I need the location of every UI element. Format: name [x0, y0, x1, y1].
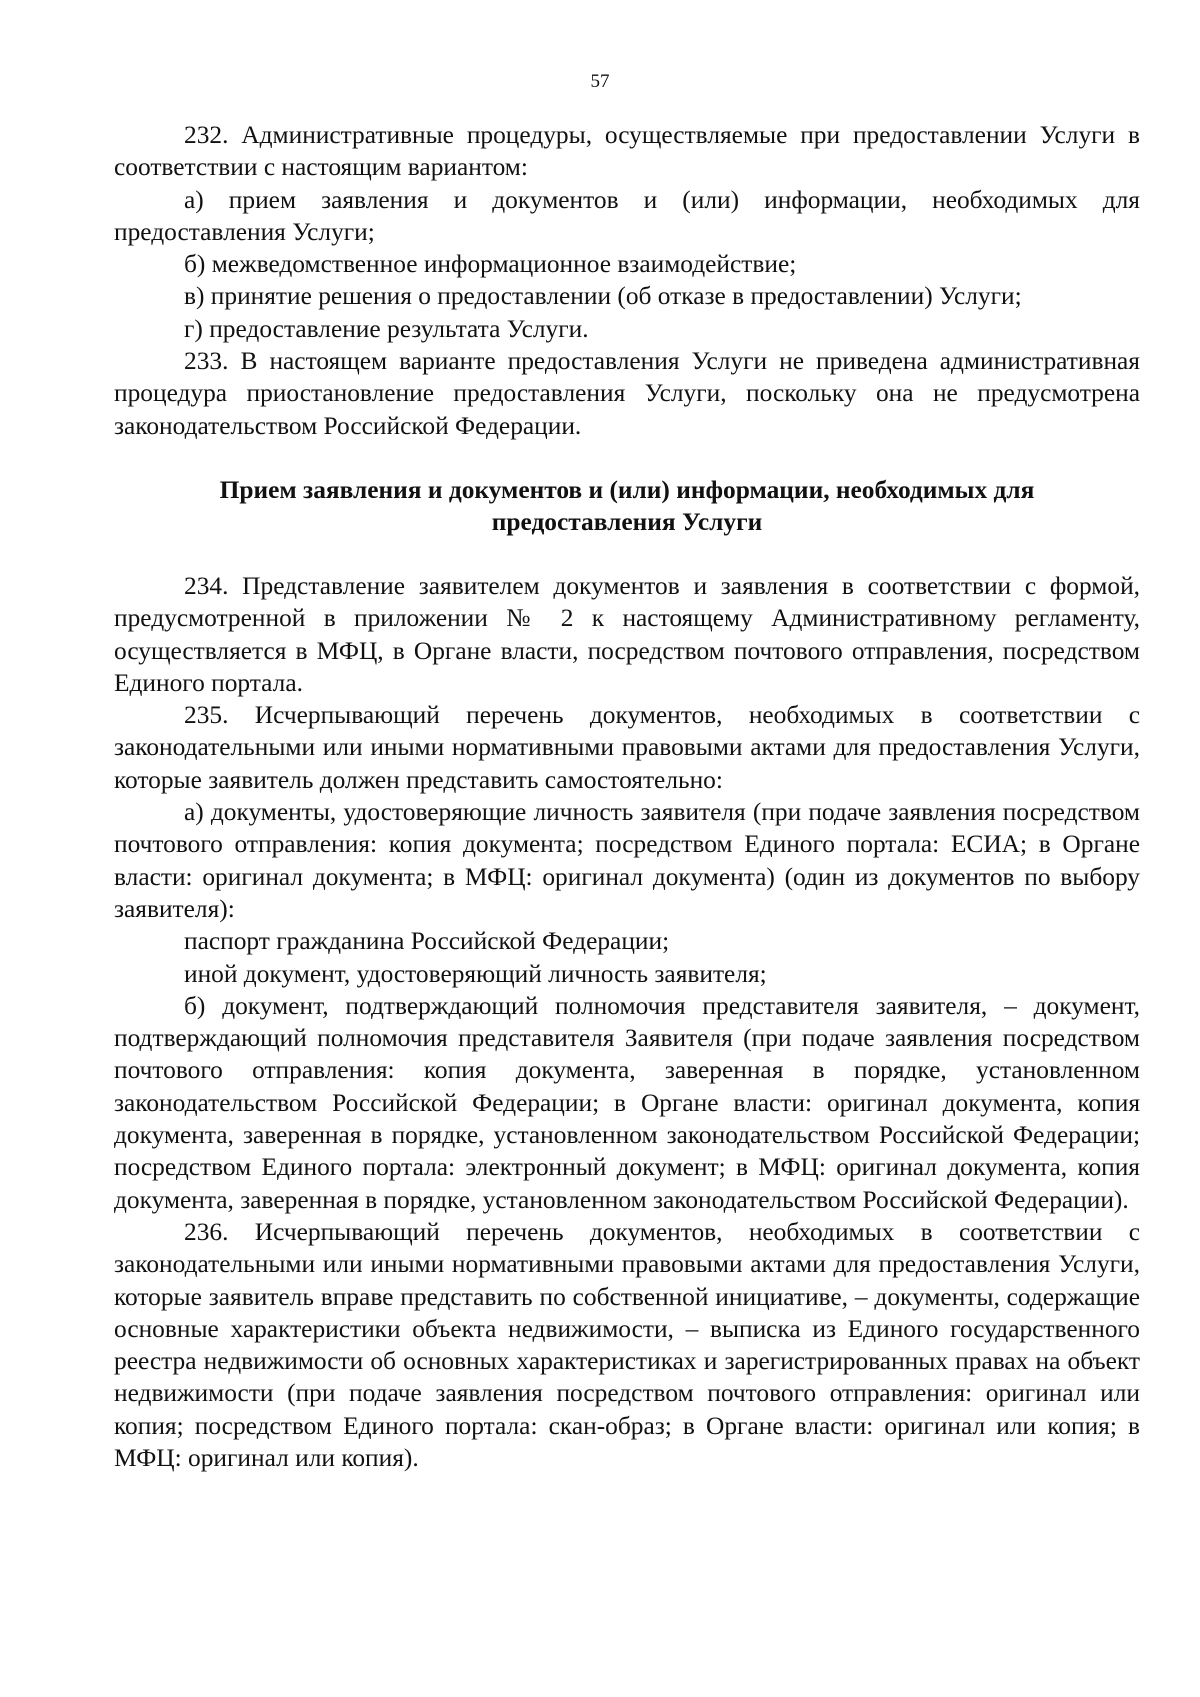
paragraph-232: 232. Административные процедуры, осуществляемые при предоставлении Услуги в соответствии с настоящим вариантом:	[114, 121, 1140, 182]
list-item-g: г) предоставление результата Услуги.	[184, 314, 589, 343]
paragraph-234: 234. Представление заявителем документов и заявления в соответствии с формой, предусмотренной в приложении № 2 к настоящему Административному регламенту, осуществляется в МФЦ, в Органе власти, посредством почтового отправления, посредством Единого портала.	[114, 571, 1140, 697]
section-heading-line-2: предоставления Услуги	[491, 507, 763, 536]
list-item-b-authority-document: б) документ, подтверждающий полномочия представителя заявителя, – документ, подтверждающий полномочия представителя Заявителя (при подаче заявления посредством почтового отправления: копия документа, заверенная в порядке, установленном законодательством Российской Федерации; в Органе власти: оригинал документа, копия документа, заверенная в порядке, установленном законодательством Российской Федерации; посредством Единого портала: электронный документ; в МФЦ: оригинал документа, копия документа, заверенная в порядке, установленном законодательством Российской Федерации).	[114, 991, 1140, 1214]
section-heading-line-1: Прием заявления и документов и (или) информации, необходимых для	[219, 475, 1035, 504]
paragraph-235: 235. Исчерпывающий перечень документов, необходимых в соответствии с законодательными или иными нормативными правовыми актами для предоставления Услуги, которые заявитель должен представить самостоятельно:	[114, 701, 1140, 794]
paragraph-236: 236. Исчерпывающий перечень документов, необходимых в соответствии с законодательными или иными нормативными правовыми актами для предоставления Услуги, которые заявитель вправе представить по собственной инициативе, – документы, содержащие основные характеристики объекта недвижимости, – выписка из Единого государственного реестра недвижимости об основных характеристиках и зарегистрированных правах на объект недвижимости (при подаче заявления посредством почтового отправления: оригинал или копия; посредством Единого портала: скан-образ; в Органе власти: оригинал или копия; в МФЦ: оригинал или копия).	[114, 1217, 1140, 1472]
section-heading	[114, 474, 1140, 538]
list-subitem-other-id: иной документ, удостоверяющий личность заявителя;	[184, 959, 767, 988]
document-body	[114, 119, 1140, 1474]
paragraph-233: 233. В настоящем варианте предоставления Услуги не приведена административная процедура приостановление предоставления Услуги, поскольку она не предусмотрена законодательством Российской Федерации.	[114, 347, 1140, 440]
page-number: 57	[590, 71, 610, 92]
list-item-v: в) принятие решения о предоставлении (об отказе в предоставлении) Услуги;	[184, 282, 1022, 311]
list-item-a: а) прием заявления и документов и (или) информации, необходимых для предоставления Услуги;	[114, 185, 1140, 246]
list-item-b: б) межведомственное информационное взаимодействие;	[184, 250, 797, 279]
list-item-a-identity-documents: а) документы, удостоверяющие личность заявителя (при подаче заявления посредством почтового отправления: копия документа; посредством Единого портала: ЕСИА; в Органе власти: оригинал документа; в МФЦ: оригинал документа) (один из документов по выбору заявителя):	[114, 798, 1140, 923]
list-subitem-passport: паспорт гражданина Российской Федерации;	[184, 927, 670, 956]
